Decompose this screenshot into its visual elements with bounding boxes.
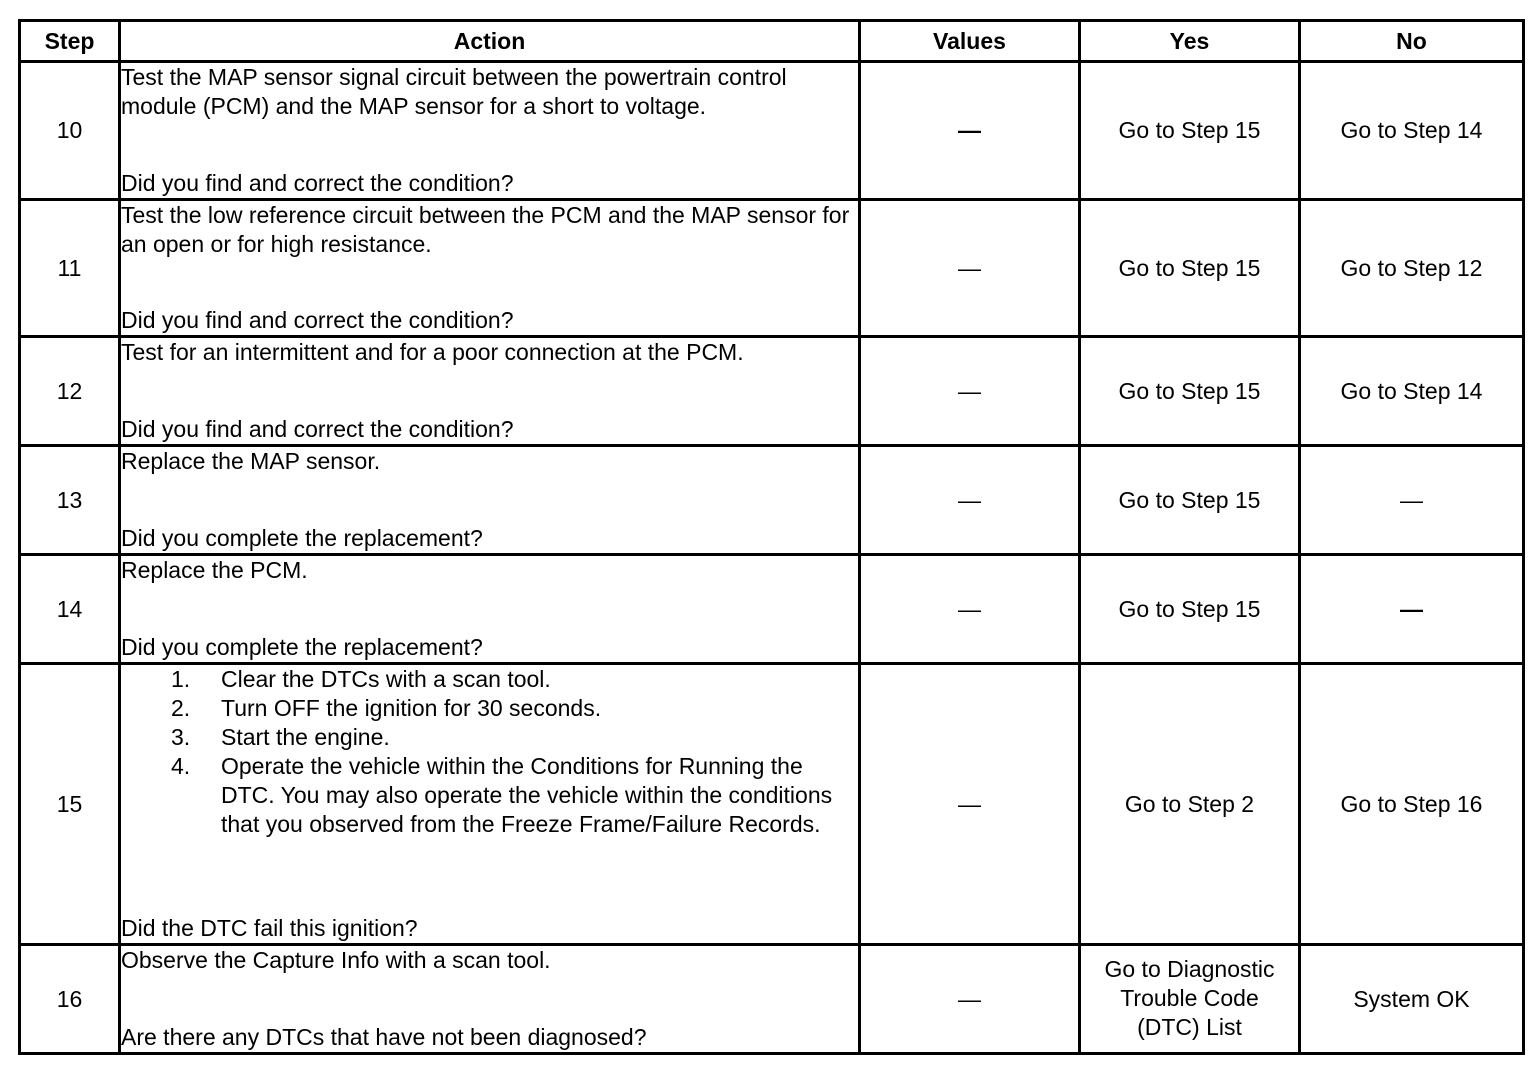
action-question: Did you complete the replacement?	[121, 525, 483, 551]
values-dash: —	[958, 117, 981, 143]
no-cell	[1300, 555, 1524, 664]
list-item	[171, 723, 858, 752]
values-dash: —	[958, 377, 981, 404]
table-row	[20, 200, 1524, 337]
yes-cell: Go to Step 15	[1080, 337, 1300, 446]
yes-cell: Go to Step 15	[1080, 555, 1300, 664]
list-item-number: 2.	[171, 695, 191, 721]
list-item	[171, 694, 858, 723]
action-question: Did you find and correct the condition?	[121, 307, 514, 333]
action-cell	[120, 664, 860, 945]
action-cell	[120, 945, 860, 1054]
action-wrap	[121, 447, 858, 553]
list-item-text: Operate the vehicle within the Conditions for Running the DTC. You may also operate the vehicle within the conditions that you observed from the Freeze Frame/Failure Records.	[221, 753, 833, 837]
action-cell	[120, 200, 860, 337]
action-question: Did the DTC fail this ignition?	[121, 915, 418, 941]
action-wrap	[121, 338, 858, 444]
values-dash: —	[958, 595, 981, 622]
diagnostic-table	[18, 19, 1525, 1055]
values-cell	[860, 446, 1080, 555]
action-text: Test the low reference circuit between the PCM and the MAP sensor for an open or for high resistance.	[121, 202, 850, 257]
action-question: Did you find and correct the condition?	[121, 416, 514, 442]
action-question: Did you complete the replacement?	[121, 634, 483, 660]
table-row	[20, 555, 1524, 664]
table-row	[20, 337, 1524, 446]
values-cell	[860, 555, 1080, 664]
action-text: Observe the Capture Info with a scan tool.	[121, 947, 551, 973]
step-number: 14	[20, 555, 120, 664]
table-row	[20, 446, 1524, 555]
action-wrap	[121, 556, 858, 662]
action-text: Replace the PCM.	[121, 557, 308, 583]
no-cell: Go to Step 14	[1300, 337, 1524, 446]
values-cell	[860, 337, 1080, 446]
list-item	[171, 752, 858, 839]
values-cell	[860, 62, 1080, 200]
step-number: 16	[20, 945, 120, 1054]
values-cell	[860, 945, 1080, 1054]
step-number: 10	[20, 62, 120, 200]
values-dash: —	[958, 985, 981, 1012]
yes-cell: Go to Step 15	[1080, 62, 1300, 200]
yes-cell	[1080, 945, 1300, 1054]
header-step: Step	[20, 21, 120, 62]
yes-link-text: Go to Diagnostic Trouble Code (DTC) List	[1104, 955, 1275, 1040]
action-text: Replace the MAP sensor.	[121, 448, 381, 474]
values-dash: —	[958, 254, 981, 281]
header-no: No	[1300, 21, 1524, 62]
action-wrap	[121, 63, 858, 198]
table-row	[20, 945, 1524, 1054]
action-wrap	[121, 946, 858, 1052]
yes-cell: Go to Step 2	[1080, 664, 1300, 945]
no-cell: —	[1300, 446, 1524, 555]
no-cell: Go to Step 16	[1300, 664, 1524, 945]
no-cell: Go to Step 12	[1300, 200, 1524, 337]
values-cell	[860, 200, 1080, 337]
yes-cell: Go to Step 15	[1080, 200, 1300, 337]
action-cell	[120, 62, 860, 200]
list-item-text: Start the engine.	[221, 724, 390, 750]
step-number: 15	[20, 664, 120, 945]
values-dash: —	[958, 790, 981, 817]
action-cell	[120, 446, 860, 555]
action-text: Test the MAP sensor signal circuit between the powertrain control module (PCM) and the MAP sensor for a short to voltage.	[121, 64, 787, 119]
table-row	[20, 62, 1524, 200]
action-text: Test for an intermittent and for a poor connection at the PCM.	[121, 339, 744, 365]
yes-cell: Go to Step 15	[1080, 446, 1300, 555]
list-item	[171, 665, 858, 694]
action-cell	[120, 555, 860, 664]
action-wrap	[121, 201, 858, 335]
no-cell: Go to Step 14	[1300, 62, 1524, 200]
action-cell	[120, 337, 860, 446]
header-yes: Yes	[1080, 21, 1300, 62]
list-item-text: Clear the DTCs with a scan tool.	[221, 666, 551, 692]
procedure-list	[121, 665, 858, 839]
list-item-number: 4.	[171, 753, 191, 779]
action-question: Did you find and correct the condition?	[121, 170, 514, 196]
no-dash: —	[1400, 595, 1423, 622]
list-item-text: Turn OFF the ignition for 30 seconds.	[221, 695, 602, 721]
header-row	[20, 21, 1524, 62]
no-cell: System OK	[1300, 945, 1524, 1054]
header-values: Values	[860, 21, 1080, 62]
step-number: 13	[20, 446, 120, 555]
action-wrap	[121, 665, 858, 943]
values-dash: —	[958, 486, 981, 513]
list-item-number: 3.	[171, 724, 191, 750]
header-action: Action	[120, 21, 860, 62]
step-number: 11	[20, 200, 120, 337]
step-number: 12	[20, 337, 120, 446]
list-item-number: 1.	[171, 666, 191, 692]
table-row	[20, 664, 1524, 945]
action-question: Are there any DTCs that have not been diagnosed?	[121, 1024, 647, 1050]
values-cell	[860, 664, 1080, 945]
